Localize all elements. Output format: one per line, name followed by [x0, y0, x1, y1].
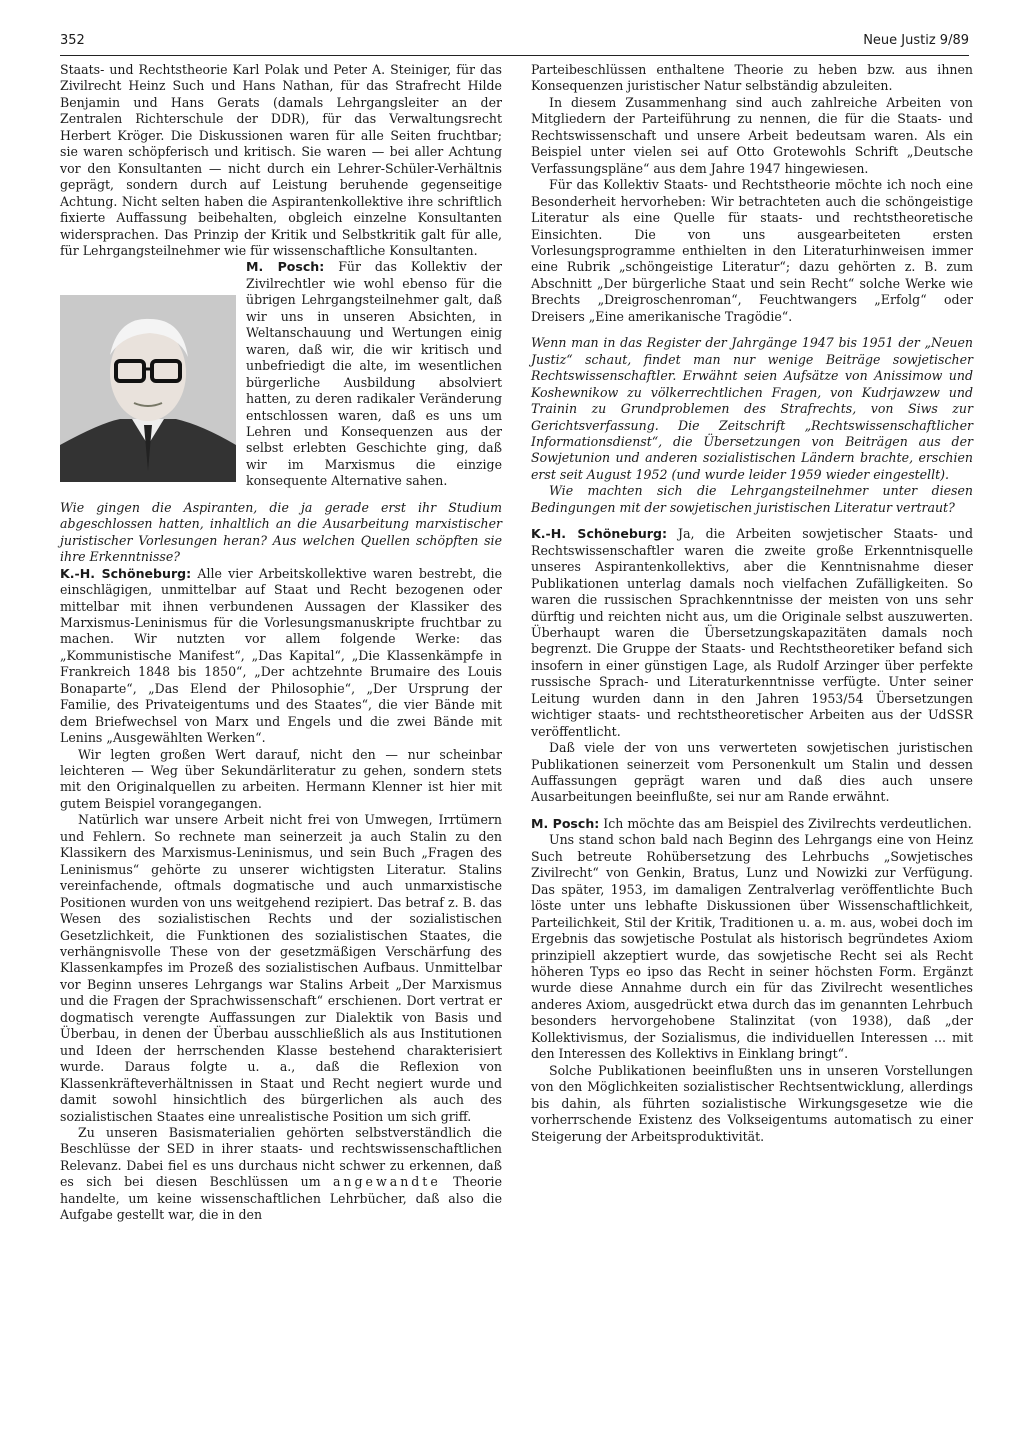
- interviewer-question: Wie machten sich die Lehrgangsteilnehmer unter diesen Bedingungen mit der sowjetischen juristischen Literatur vertraut?: [531, 483, 973, 515]
- right-column: [531, 62, 973, 1145]
- left-column-lower: [60, 500, 502, 1224]
- paragraph: Uns stand schon bald nach Beginn des Lehrgangs eine von Heinz Such betreute Rohübersetzung des Lehrbuchs „Sowjetisches Zivilrecht“ von Genkin, Bratus, Lunz und Nowizki zur Verfügung. Das später, 1953, im damaligen Zentralverlag veröffentlichte Buch löste unter uns lebhafte Diskussionen über Wissenschaftlichkeit, Parteilichkeit, Stil der Kritik, Traditionen u. a. m. aus, wobei doch im Ergebnis das sowjetische Postulat als historisch begründetes Axiom prinzipiell akzeptiert wurde, das sowjetische Recht sei als Recht höheren Typs eo ipso das Recht in seiner höchsten Form. Ergänzt wurde diese Annahme durch ein für das Zivilrecht wesentliches anderes Axiom, ausgedrückt etwa durch das im genannten Lehrbuch besonders hervorgehobene Stalinzitat (von 1938), daß „der Kollektivismus, der Sozialismus, die individuellen Interessen ... mit den Interessen des Kollektivs in Einklang bringt“.: [531, 832, 973, 1062]
- paragraph: Wir legten großen Wert darauf, nicht den — nur scheinbar leichteren — Weg über Sekundärliteratur zu gehen, sondern stets mit den Originalquellen zu arbeiten. Hermann Klenner ist hier mit gutem Beispiel vorangegangen.: [60, 746, 502, 811]
- page-number: 352: [60, 33, 85, 48]
- paragraph: [60, 1125, 502, 1224]
- paragraph: Parteibeschlüssen enthaltene Theorie zu heben bzw. aus ihnen Konsequenzen juristischer Natur selbständig abzuleiten.: [531, 62, 973, 94]
- paragraph-text: Theorie handelte, um keine wissenschaftlichen Lehrbücher, daß also die Aufgabe gestellt war, die in den: [60, 1174, 502, 1223]
- paragraph-text: Zu unseren Basismaterialien gehörten selbstverständlich die Beschlüsse der SED in ihrer staats- und rechtswissenschaftlichen Relevanz. Dabei fiel es uns durchaus nicht schwer zu erkennen, daß es sich bei diesen Beschlüssen um: [60, 1125, 502, 1190]
- paragraph: Für das Kollektiv Staats- und Rechtstheorie möchte ich noch eine Besonderheit hervorheben: Wir betrachteten auch die schöngeistige Literatur als eine Quelle für staats- und rechtstheoretische Einsichten. Die von uns ausgearbeiteten ersten Vorlesungsprogramme enthielten in den Literaturhinweisen immer eine Rubrik „schöngeistige Literatur“; dazu gehörten z. B. zum Abschnitt „Der bürgerliche Staat und sein Recht“ solche Werke wie Brechts „Dreigroschenroman“, Feuchtwangers „Erfolg“ oder Dreisers „Eine amerikanische Tragödie“.: [531, 177, 973, 324]
- paragraph-text: Ja, die Arbeiten sowjetischer Staats- und Rechtswissenschaftler waren die zweite große Erkenntnisquelle unseres Aspirantenkollektivs, aber die Kenntnisnahme dieser Publikationen unterlag damals noch vielfachen Zufälligkeiten. So waren die russischen Sprachkenntnisse der meisten von uns sehr dürftig und reichten nicht aus, um die Originale selbst auszuwerten. Überhaupt waren die Übersetzungskapazitäten damals noch begrenzt. Die Gruppe der Staats- und Rechtstheoretiker befand sich insofern in einer günstigen Lage, als Rudolf Arzinger über perfekte russische Sprach- und Literaturkenntnisse verfügte. Unter seiner Leitung wurden dann in den Jahren 1953/54 Übersetzungen wichtiger staats- und rechtstheoretischer Arbeiten aus der UdSSR veröffentlicht.: [531, 526, 973, 739]
- paragraph: Natürlich war unsere Arbeit nicht frei von Umwegen, Irrtümern und Fehlern. So rechnete man seinerzeit ja auch Stalin zu den Klassikern des Marxismus-Leninismus, und sein Buch „Fragen des Leninismus“ gehörte zu unserer wichtigsten Literatur. Stalins vereinfachende, oftmals dogmatische und auch unmarxistische Positionen wurden von uns weitgehend rezipiert. Das betraf z. B. das Wesen des sozialistischen Rechts und der sozialistischen Gesetzlichkeit, die Funktionen des sozialistischen Staates, die verhängnisvolle These von der gesetzmäßigen Verschärfung des Klassenkampfes im Prozeß des sozialistischen Aufbaus. Unmittelbar vor Beginn unseres Lehrgangs war Stalins Arbeit „Der Marxismus und die Fragen der Sprachwissenschaft“ erschienen. Dort vertrat er dogmatisch verengte Auffassungen zur Dialektik von Basis und Überbau, in denen der Überbau ausschließlich als aus Institutionen und Ideen der herrschenden Klasse bestehend charakterisiert wurde. Daraus folgte u. a., daß die Reflexion von Klassenkräfteverhältnissen in Staat und Recht negiert wurde und damit sowohl hinsichtlich des bürgerlichen als auch des sozialistischen Staates eine unrealistische Position um sich griff.: [60, 812, 502, 1124]
- speaker-label: K.-H. Schöneburg:: [531, 526, 667, 542]
- paragraph-text: Alle vier Arbeitskollektive waren bestrebt, die einschlägigen, unmittelbar auf Staat und Recht bezogenen oder mittelbar mit ihnen verbundenen Aussagen der Klassiker des Marxismus-Leninismus für die Vorlesungsmanuskripte fruchtbar zu machen. Wir nutzten vor allem folgende Werke: das „Kommunistische Manifest“, „Das Kapital“, „Die Klassenkämpfe in Frankreich 1848 bis 1850“, „Der achtzehnte Brumaire des Louis Bonaparte“, „Das Elend der Philosophie“, „Der Ursprung der Familie, des Privateigentums und des Staates“, die vier Bände mit dem Briefwechsel von Marx und Engels und die zwei Bände mit Lenins „Ausgewählten Werken“.: [60, 565, 502, 746]
- paragraph: [60, 566, 502, 747]
- paragraph: Solche Publikationen beeinflußten uns in unseren Vorstellungen von den Möglichkeiten sozialistischer Rechtsentwicklung, allerdings bis dahin, als führten sozialistische Wirkungsgesetze wie die vorherrschende Existenz des Volkseigentums automatisch zu einer Steigerung der Arbeitsproduktivität.: [531, 1062, 973, 1144]
- speaker-label: K.-H. Schöneburg:: [60, 565, 192, 581]
- speaker-label: M. Posch:: [246, 259, 325, 275]
- paragraph: [60, 259, 502, 489]
- paragraph: In diesem Zusammenhang sind auch zahlreiche Arbeiten von Mitgliedern der Parteiführung zu nennen, die für die Staats- und Rechtswissenschaft und unsere Arbeit bedeutsam waren. Als ein Beispiel unter vielen sei auf Otto Grotewohls Schrift „Deutsche Verfassungspläne“ aus dem Jahre 1947 hingewiesen.: [531, 94, 973, 176]
- speaker-label: M. Posch:: [531, 815, 600, 831]
- paragraph-text: Ich möchte das am Beispiel des Zivilrechts verdeutlichen.: [603, 815, 972, 831]
- running-header: [60, 31, 969, 56]
- journal-issue: Neue Justiz 9/89: [863, 33, 969, 48]
- left-column: [60, 62, 502, 490]
- emphasized-word: angewandte: [332, 1174, 441, 1190]
- paragraph: Staats- und Rechtstheorie Karl Polak und Peter A. Steiniger, für das Zivilrecht Heinz Such und Hans Nathan, für das Strafrecht Hilde Benjamin und Hans Gerats (damals Lehrgangsleiter an der Zentralen Richterschule der DDR), für das Verwaltungsrecht Herbert Kröger. Die Diskussionen waren für alle Seiten fruchtbar; sie waren schöpferisch und kritisch. Sie waren — bei aller Achtung vor den Konsultanten — nicht durch ein Lehrer-Schüler-Verhältnis geprägt, sondern durch auf Leistung beruhende gegenseitige Achtung. Nicht selten haben die Aspirantenkollektive ihre schriftlich fixierte Auffassung beibehalten, obgleich einzelne Konsultanten widersprachen. Das Prinzip der Kritik und Selbstkritik galt für alle, für Lehrgangsteilnehmer wie für wissenschaftliche Konsultanten.: [60, 62, 502, 258]
- interviewer-question: Wie gingen die Aspiranten, die ja gerade erst ihr Studium abgeschlossen hatten, inhaltlich an die Ausarbeitung marxistischer juristischer Vorlesungen heran? Aus welchen Quellen schöpften sie ihre Erkenntnisse?: [60, 499, 502, 565]
- paragraph: [531, 816, 973, 832]
- paragraph-text: Für das Kollektiv der Zivilrechtler wie wohl ebenso für die übrigen Lehrgangsteilnehmer galt, daß wir uns in unseren Absichten, in Weltanschauung und Wertungen einig waren, daß wir, die wir kritisch und unbefriedigt die alte, im wesentlichen bürgerliche Ausbildung absolviert hatten, zu deren radikaler Veränderung entschlossen waren, daß es uns um Lehren und Konsequenzen aus der selbst erlebten Geschichte ging, daß wir im Marxismus die einzige konsequente Alternative sahen.: [246, 259, 502, 489]
- portrait-photo: [60, 295, 236, 482]
- paragraph: [531, 526, 973, 740]
- paragraph: Daß viele der von uns verwerteten sowjetischen juristischen Publikationen seinerzeit vom Personenkult um Stalin und dessen Auffassungen geprägt waren und daß dies auch unsere Ausarbeitungen beeinflußte, sei nur am Rande erwähnt.: [531, 740, 973, 805]
- interviewer-question: Wenn man in das Register der Jahrgänge 1947 bis 1951 der „Neuen Justiz“ schaut, findet man nur wenige Beiträge sowjetischer Rechtswissenschaftler. Erwähnt seien Aufsätze von Anissimow und Koshewnikow zu völkerrechtlichen Fragen, von Kudrjawzew und Trainin zu Grundproblemen des Strafrechts, von Siws zur Gerichtsverfassung. Die Zeitschrift „Rechtswissenschaftlicher Informationsdienst“, die Übersetzungen von Beiträgen aus der Sowjetunion und anderen sozialistischen Ländern brachte, erschien erst seit August 1952 (und wurde leider 1959 wieder eingestellt).: [531, 335, 973, 482]
- portrait-image: [60, 295, 236, 482]
